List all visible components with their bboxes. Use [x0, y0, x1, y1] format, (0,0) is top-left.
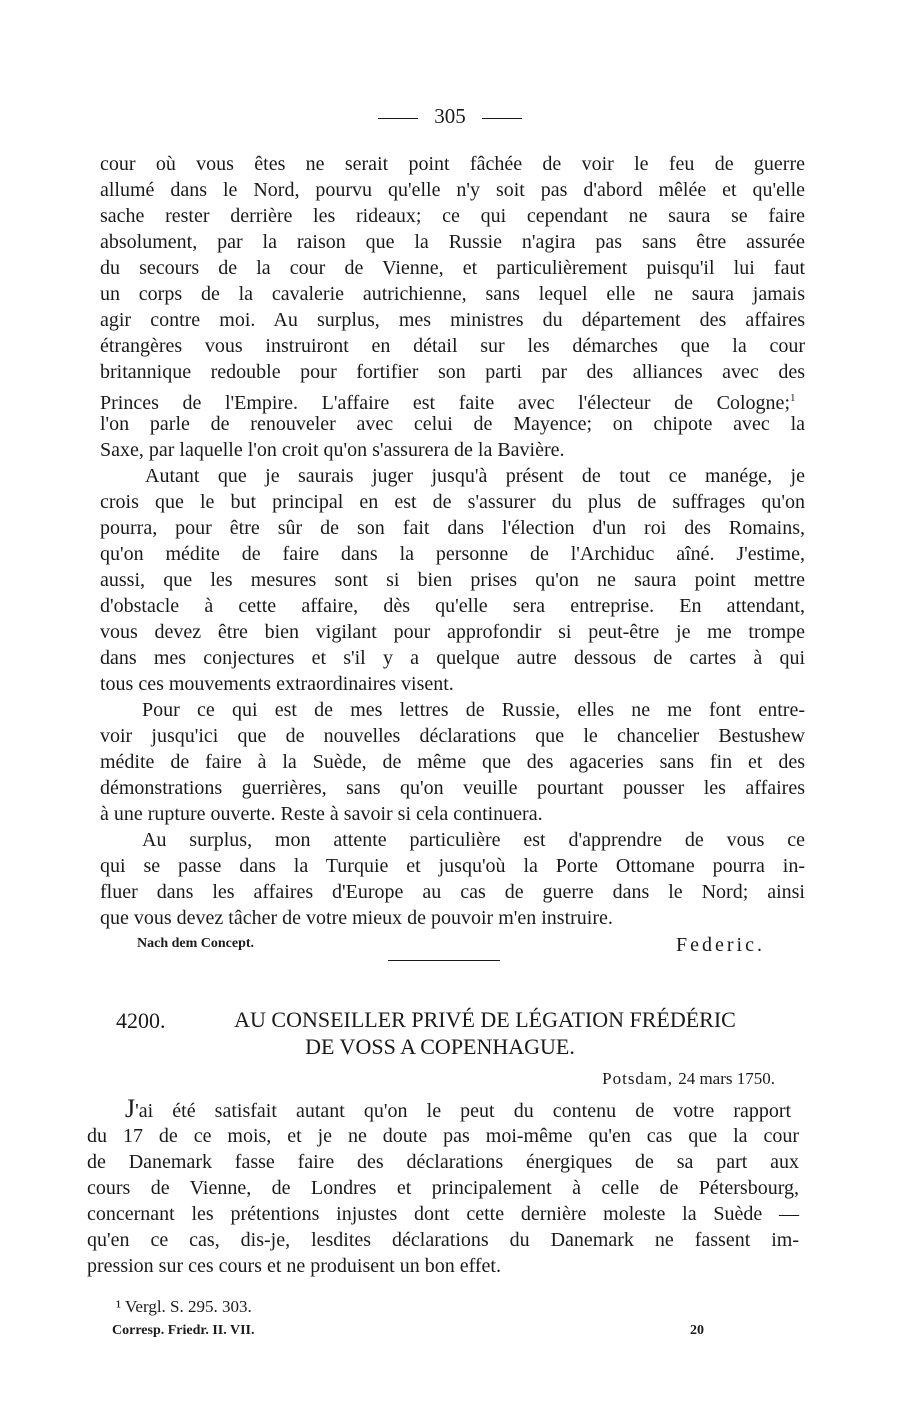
dateline: Potsdam, 24 mars 1750.	[602, 1069, 775, 1088]
text-line: Saxe, par laquelle l'on croit qu'on s'assurera de la Bavière.	[100, 439, 565, 461]
letter-heading-line-1: AU CONSEILLER PRIVÉ DE LÉGATION FRÉDÉRIC	[234, 1007, 736, 1032]
letter-heading-line-2: DE VOSS A COPENHAGUE.	[305, 1034, 575, 1059]
text-line: étrangères vous instruiront en détail sur les démarches que la cour	[100, 335, 805, 357]
text-line: agir contre moi. Au surplus, mes ministres du département des affaires	[100, 309, 805, 331]
text-line: allumé dans le Nord, pourvu qu'elle n'y soit pas d'abord mêlée et qu'elle	[100, 179, 805, 201]
text-line: sache rester derrière les rideaux; ce qui cependant ne saura se faire	[100, 205, 805, 227]
footer-signature: Corresp. Friedr. II. VII.	[112, 1323, 255, 1338]
text-line: à une rupture ouverte. Reste à savoir si cela continuera.	[100, 803, 543, 825]
text-line: pourra, pour être sûr de son fait dans l'élection d'un roi des Romains,	[100, 517, 805, 539]
text-line: Autant que je saurais juger jusqu'à présent de tout ce manége, je	[145, 465, 805, 487]
signature: Federic.	[676, 934, 765, 956]
letter-number: 4200.	[116, 1008, 166, 1033]
text-line: tous ces mouvements extraordinaires visent.	[100, 673, 454, 695]
text-line: du 17 de ce mois, et je ne doute pas moi-même qu'en cas que la cour	[87, 1125, 799, 1147]
footnote-mark: 1	[790, 392, 796, 404]
source-note: Nach dem Concept.	[137, 936, 255, 951]
page-number-dash-left	[378, 118, 418, 119]
text-line: absolument, par la raison que la Russie n'agira pas sans être assurée	[100, 231, 805, 253]
text-line: Princes de l'Empire. L'affaire est faite avec l'électeur de Cologne;$^1$	[100, 391, 796, 414]
footer-sheet-number: 20	[690, 1323, 704, 1338]
text-line: qu'en ce cas, dis-je, lesdites déclarations du Danemark ne fassent im-	[87, 1229, 799, 1251]
drop-cap: J	[125, 1094, 136, 1123]
text-line: concernant les prétentions injustes dont cette dernière moleste la Suède —	[87, 1203, 799, 1225]
text-line: fluer dans les affaires d'Europe au cas de guerre dans le Nord; ainsi	[100, 881, 805, 903]
text-line: dans mes conjectures et s'il y a quelque autre dessous de cartes à qui	[100, 647, 805, 669]
text-line: démonstrations guerrières, sans qu'on veuille pourtant pousser les affaires	[100, 777, 805, 799]
section-divider	[388, 960, 500, 961]
text-line: cours de Vienne, de Londres et principalement à celle de Pétersbourg,	[87, 1177, 799, 1199]
text-line: Au surplus, mon attente particulière est d'apprendre de vous ce	[142, 829, 805, 851]
text-line: qu'on médite de faire dans la personne de l'Archiduc aîné. J'estime,	[100, 543, 805, 565]
text-line: de Danemark fasse faire des déclarations énergiques de sa part aux	[87, 1151, 799, 1173]
text-line: du secours de la cour de Vienne, et particulièrement puisqu'il lui faut	[100, 257, 805, 279]
text-line: Pour ce qui est de mes lettres de Russie, elles ne me font entre-	[142, 699, 805, 721]
text-line: médite de faire à la Suède, de même que des agaceries sans fin et des	[100, 751, 805, 773]
text-line: J'ai été satisfait autant qu'on le peut du contenu de votre rapport	[125, 1094, 792, 1123]
page-number: 305	[0, 104, 900, 129]
text-line: vous devez être bien vigilant pour approfondir si peut-être je me trompe	[100, 621, 805, 643]
text-line: britannique redouble pour fortifier son parti par des alliances avec des	[100, 361, 805, 383]
text-line: pression sur ces cours et ne produisent un bon effet.	[87, 1255, 501, 1277]
page-number-dash-right	[482, 118, 522, 119]
footnote: ¹ Vergl. S. 295. 303.	[116, 1297, 252, 1316]
text-line: cour où vous êtes ne serait point fâchée de voir le feu de guerre	[100, 153, 805, 175]
text-line: aussi, que les mesures sont si bien prises qu'on ne saura point mettre	[100, 569, 805, 591]
text-line: qui se passe dans la Turquie et jusqu'où la Porte Ottomane pourra in-	[100, 855, 805, 877]
text-line: que vous devez tâcher de votre mieux de pouvoir m'en instruire.	[100, 907, 613, 929]
text-line: d'obstacle à cette affaire, dès qu'elle sera entreprise. En attendant,	[100, 595, 805, 617]
text-line: l'on parle de renouveler avec celui de Mayence; on chipote avec la	[100, 413, 805, 435]
text-line: voir jusqu'ici que de nouvelles déclarations que le chancelier Bestushew	[100, 725, 805, 747]
text-line: un corps de la cavalerie autrichienne, sans lequel elle ne saura jamais	[100, 283, 805, 305]
text-line: crois que le but principal en est de s'assurer du plus de suffrages qu'on	[100, 491, 805, 513]
